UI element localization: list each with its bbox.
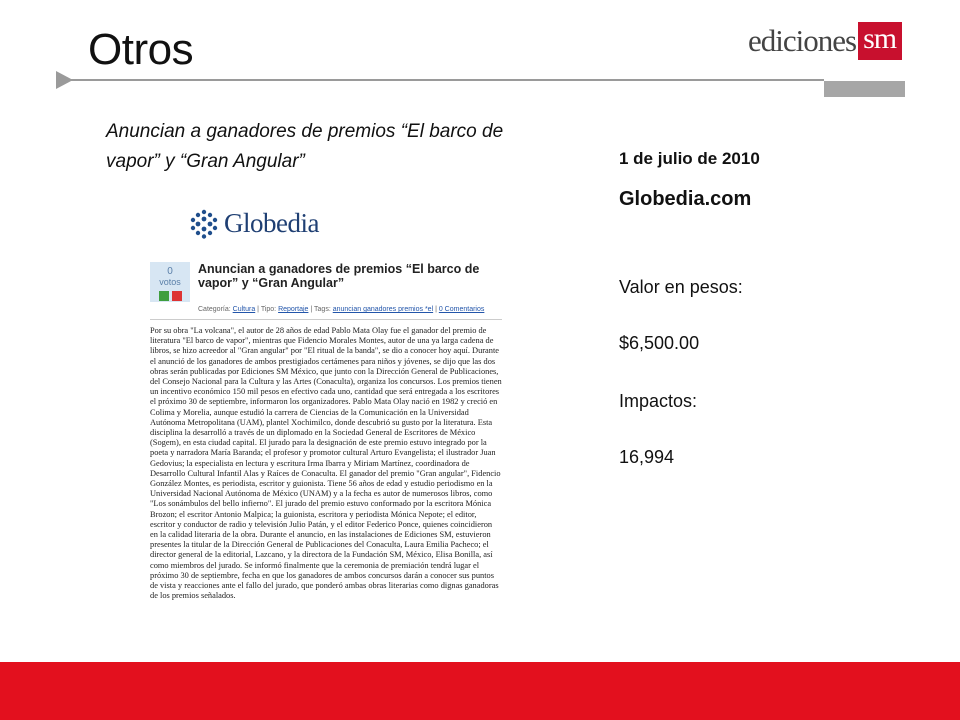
- impacts-label: Impactos:: [619, 391, 698, 411]
- comments-link[interactable]: 0 Comentarios: [438, 306, 485, 313]
- publication-date: 1 de julio de 2010: [619, 149, 760, 168]
- news-headline: Anuncian a ganadores de premios “El barco de vapor” y “Gran Angular”: [106, 121, 504, 172]
- logo-sm-box: sm: [858, 22, 902, 60]
- globedia-logo: [190, 208, 319, 239]
- votes-count: 0: [167, 266, 173, 277]
- impacts-count: 16,994: [619, 447, 675, 467]
- globedia-wordmark: Globedia: [224, 208, 319, 238]
- tags-label: Tags:: [314, 306, 331, 313]
- votes-label: votos: [159, 277, 181, 287]
- vote-up-icon[interactable]: [159, 291, 169, 301]
- slide-title: Otros: [88, 25, 194, 74]
- clipping-title: Anuncian a ganadores de premios “El barco de vapor” y “Gran Angular”: [198, 262, 480, 290]
- category-link[interactable]: Cultura: [232, 306, 256, 313]
- clipping-divider: [150, 319, 502, 320]
- category-label: Categoría:: [198, 306, 231, 313]
- news-clipping: [150, 262, 502, 634]
- globe-icon: [190, 209, 218, 239]
- clipping-body: Por su obra "La volcana", el autor de 28 años de edad Pablo Mata Olay fue el ganador del premio de literatura "El barco de vapor", mientras que Fidencio Morales Montes, autor de una ya larga cadena de libros, se hizo acreedor al "Gran angular" por "El ritual de la banda", se dio a conocer hoy aquí. Durante el anunció de los ganadores de ambos prestigiados certámenes para niños y jóvenes, se dijo que las dos obras serán publicadas por Ediciones SM México, que junto con la Dirección General de Publicaciones, del Consejo Nacional para la Cultura y las Artes (Conaculta), organiza los concursos. Los premios tienen un incentivo económico 150 mil pesos en efectivo cada uno, cantidad que será entregada a los escritores el próximo 30 de septiembre, informaron los organizadores. Pablo Mata Olay nació en 1982 y creció en Colima y Morelia, aunque estudió la carrera de Ciencias de la Comunicación en la Universidad Autónoma Metropolitana (UAM), plantel Xochimilco, donde descubrió su gusto por la literatura. Esta disciplina la desarrolló a través de un diplomado en la Sociedad General de Escritores de México (Sogem), en esta ciudad capital. El jurado para la designación de este premio estuvo integrado por la poeta y narradora María Baranda; el profesor y promotor cultural Arturo Evangelista; el ilustrador Juan Gedovius; la especialista en lectura y escritura Irma Ibarra y Miriam Martínez, coordinadora de Desarrollo Cultural Infantil Alas y Raíces de Conaculta. El ganador del premio "Gran angular", Fidencio González Montes, es periodista, escritor y guionista. Tiene 56 años de edad y estudio periodismo en la Universidad Nacional Autónoma de México (UNAM) y a la fecha es autor de numerosos libros, como "Los sonámbulos del bello infierno". El jurado del premio estuvo conformado por la escritora Mónica Brozon; el escritor Antonio Malpica; la guionista, escritora y periodista Mónica Nepote; el editor, escritor y conductor de radio y televisión Julio Patán, y el editor Federico Ponce, quienes coincidieron en la calidad literaria de la obra. Durante el anuncio, en las instalaciones de Ediciones SM, estuvieron presentes la titular de la Dirección General de Publicaciones del Conaculta, Laura Emilia Pacheco; el director general de la editorial, Lazcano, y la directora de la Fundación SM, México, Elisa Bonilla, así como miembros del jurado. Se informó finalmente que la ceremonia de premiación tendrá lugar el próximo 30 de septiembre, fecha en que los ganadores de ambos concursos darán a conocer sus puntos de vista y reacciones ante el fallo del jurado, que ponderó ambas obras literarias como dignas ganadoras de los premios señalados.: [150, 326, 502, 601]
- value-amount: $6,500.00: [619, 333, 700, 353]
- vote-box: [150, 262, 190, 302]
- value-label: Valor en pesos:: [619, 277, 743, 297]
- media-source: Globedia.com: [619, 188, 752, 210]
- vote-down-icon[interactable]: [172, 291, 182, 301]
- rule-arrow-icon: [56, 71, 73, 89]
- type-label: Tipo:: [260, 306, 277, 313]
- rule-end-block: [824, 81, 905, 97]
- title-rule: [56, 79, 824, 81]
- tags-links[interactable]: anuncian ganadores premios *el: [332, 306, 434, 313]
- logo-wordmark: ediciones: [748, 23, 857, 58]
- ediciones-sm-logo: [748, 22, 902, 60]
- clipping-meta: Categoría: Cultura | Tipo: Reportaje | Tags: anuncian ganadores premios *el | 0 Comentarios: [198, 306, 485, 313]
- footer-bar: [0, 662, 960, 720]
- type-link[interactable]: Reportaje: [278, 306, 309, 313]
